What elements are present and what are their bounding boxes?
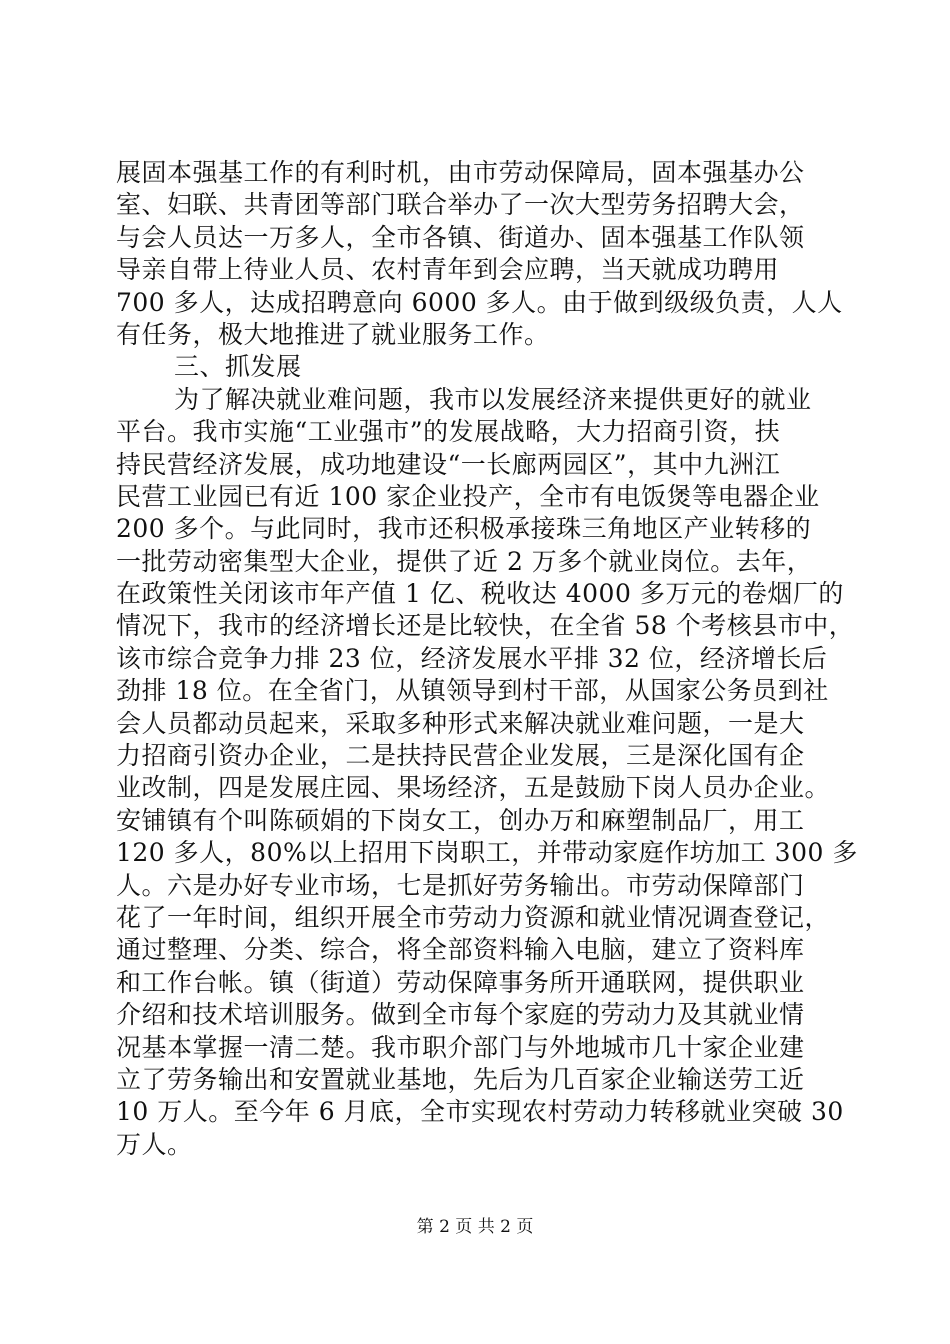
text-line: 200 多个。与此同时，我市还积极承接珠三角地区产业转移的 [116,514,812,544]
text-line: 120 多人，80%以上招用下岗职工，并带动家庭作坊加工 300 多 [116,838,858,868]
text-line: 为了解决就业难问题，我市以发展经济来提供更好的就业 [174,384,812,414]
text-line: 介绍和技术培训服务。做到全市每个家庭的劳动力及其就业情 [116,1000,805,1030]
text-line: 会人员都动员起来，采取多种形式来解决就业难问题，一是大 [116,708,805,738]
text-line: 力招商引资办企业，二是扶持民营企业发展，三是深化国有企 [116,741,805,771]
page-number-label: 第 2 页 共 2 页 [416,1217,534,1237]
text-line: 通过整理、分类、综合，将全部资料输入电脑，建立了资料库 [116,935,805,965]
body-text [116,157,856,1161]
text-line: 该市综合竞争力排 23 位，经济发展水平排 32 位，经济增长后 [116,643,828,673]
text-line: 一批劳动密集型大企业，提供了近 2 万多个就业岗位。去年， [116,546,813,576]
text-line: 民营工业园已有近 100 家企业投产，全市有电饭煲等电器企业 [116,481,820,511]
page-footer [0,1216,950,1238]
text-line: 与会人员达一万多人，全市各镇、街道办、固本强基工作队领 [116,222,805,252]
text-line: 情况下，我市的经济增长还是比较快，在全省 58 个考核县市中， [116,611,855,641]
text-line: 有任务，极大地推进了就业服务工作。 [116,319,550,349]
text-line: 万人。 [116,1129,193,1159]
text-line: 和工作台帐。镇（街道）劳动保障事务所开通联网，提供职业 [116,967,805,997]
text-line: 室、妇联、共青团等部门联合举办了一次大型劳务招聘大会， [116,190,805,220]
text-line: 劲排 18 位。在全省门，从镇领导到村干部，从国家公务员到社 [116,676,829,706]
text-line: 况基本掌握一清二楚。我市职介部门与外地城市几十家企业建 [116,1032,805,1062]
text-line: 700 多人，达成招聘意向 6000 多人。由于做到级级负责，人人 [116,287,843,317]
text-line: 立了劳务输出和安置就业基地，先后为几百家企业输送劳工近 [116,1064,805,1094]
section-heading: 三、抓发展 [174,352,302,382]
text-line: 导亲自带上待业人员、农村青年到会应聘，当天就成功聘用 [116,255,780,285]
text-line: 展固本强基工作的有利时机，由市劳动保障局，固本强基办公 [116,158,805,187]
text-line: 10 万人。至今年 6 月底，全市实现农村劳动力转移就业突破 30 [116,1097,844,1127]
text-line: 业改制，四是发展庄园、果场经济，五是鼓励下岗人员办企业。 [116,773,831,803]
text-line: 安铺镇有个叫陈硕娟的下岗女工，创办万和麻塑制品厂，用工 [116,805,805,835]
text-line: 平台。我市实施“工业强市”的发展战略，大力招商引资，扶 [116,417,781,447]
text-line: 人。六是办好专业市场，七是抓好劳务输出。市劳动保障部门 [116,870,805,900]
text-line: 花了一年时间，组织开展全市劳动力资源和就业情况调查登记， [116,902,831,932]
text-line: 持民营经济发展，成功地建设“一长廊两园区”，其中九洲江 [116,449,781,479]
text-line: 在政策性关闭该市年产值 1 亿、税收达 4000 多万元的卷烟厂的 [116,579,844,609]
